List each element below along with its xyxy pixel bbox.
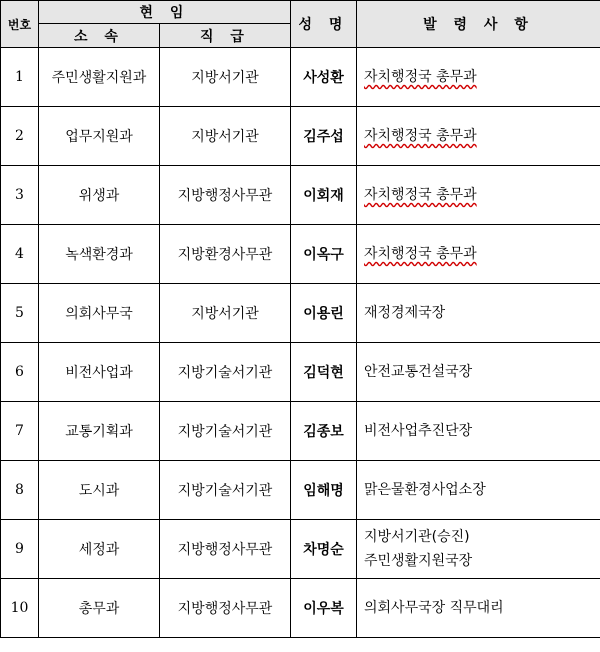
table-row: [1, 402, 600, 461]
row-appointment: [357, 520, 600, 579]
table-row: [1, 48, 600, 107]
appointment-line: 자치행정국 총무과: [364, 69, 477, 85]
row-number: 5: [1, 284, 39, 343]
row-grade: 지방기술서기관: [160, 343, 291, 402]
row-number: 6: [1, 343, 39, 402]
row-department: 교통기획과: [39, 402, 160, 461]
header-current: 현 임: [39, 1, 291, 24]
appointment-line: 비전사업추진단장: [364, 423, 473, 439]
row-name: 이우복: [291, 579, 357, 638]
table-row: [1, 461, 600, 520]
row-department: 총무과: [39, 579, 160, 638]
row-department: 업무지원과: [39, 107, 160, 166]
appointment-line: 자치행정국 총무과: [364, 246, 477, 262]
appointment-line: 안전교통건설국장: [364, 364, 473, 380]
row-name: 이회재: [291, 166, 357, 225]
table-row: [1, 225, 600, 284]
appointment-line: 지방서기관(승진): [364, 529, 470, 545]
row-number: 4: [1, 225, 39, 284]
row-department: 세정과: [39, 520, 160, 579]
appointment-line: 자치행정국 총무과: [364, 187, 477, 203]
row-grade: 지방기술서기관: [160, 461, 291, 520]
table-row: [1, 107, 600, 166]
table-row: [1, 520, 600, 579]
row-number: 7: [1, 402, 39, 461]
row-grade: 지방행정사무관: [160, 166, 291, 225]
header-number: 번호: [1, 1, 39, 48]
appointment-line: 맑은물환경사업소장: [364, 482, 486, 498]
appointment-line: 자치행정국 총무과: [364, 128, 477, 144]
row-name: 김덕현: [291, 343, 357, 402]
row-appointment: [357, 284, 600, 343]
row-department: 비전사업과: [39, 343, 160, 402]
row-appointment: [357, 166, 600, 225]
table-body: [1, 48, 600, 638]
row-grade: 지방기술서기관: [160, 402, 291, 461]
row-grade: 지방환경사무관: [160, 225, 291, 284]
row-number: 1: [1, 48, 39, 107]
row-name: 김종보: [291, 402, 357, 461]
row-grade: 지방행정사무관: [160, 579, 291, 638]
row-appointment: [357, 48, 600, 107]
row-department: 도시과: [39, 461, 160, 520]
row-appointment: [357, 225, 600, 284]
appointment-line: 의회사무국장 직무대리: [364, 600, 504, 616]
row-grade: 지방서기관: [160, 48, 291, 107]
row-name: 차명순: [291, 520, 357, 579]
row-number: 10: [1, 579, 39, 638]
row-appointment: [357, 343, 600, 402]
table-row: [1, 166, 600, 225]
table-row: [1, 284, 600, 343]
appointment-line: 주민생활지원국장: [364, 553, 473, 569]
row-grade: 지방서기관: [160, 284, 291, 343]
row-number: 8: [1, 461, 39, 520]
row-appointment: [357, 579, 600, 638]
row-name: 이옥구: [291, 225, 357, 284]
row-number: 2: [1, 107, 39, 166]
header-department: 소 속: [39, 24, 160, 48]
row-name: 이용린: [291, 284, 357, 343]
row-department: 의회사무국: [39, 284, 160, 343]
row-grade: 지방서기관: [160, 107, 291, 166]
table-row: [1, 579, 600, 638]
table-row: [1, 343, 600, 402]
row-grade: 지방행정사무관: [160, 520, 291, 579]
header-name: 성 명: [291, 1, 357, 48]
row-department: 위생과: [39, 166, 160, 225]
header-grade: 직 급: [160, 24, 291, 48]
row-appointment: [357, 461, 600, 520]
row-department: 주민생활지원과: [39, 48, 160, 107]
row-name: 임해명: [291, 461, 357, 520]
row-name: 김주섭: [291, 107, 357, 166]
row-number: 9: [1, 520, 39, 579]
header-appointment: 발 령 사 항: [357, 1, 600, 48]
row-appointment: [357, 107, 600, 166]
row-number: 3: [1, 166, 39, 225]
appointment-line: 재정경제국장: [364, 305, 446, 321]
row-department: 녹색환경과: [39, 225, 160, 284]
row-appointment: [357, 402, 600, 461]
row-name: 사성환: [291, 48, 357, 107]
